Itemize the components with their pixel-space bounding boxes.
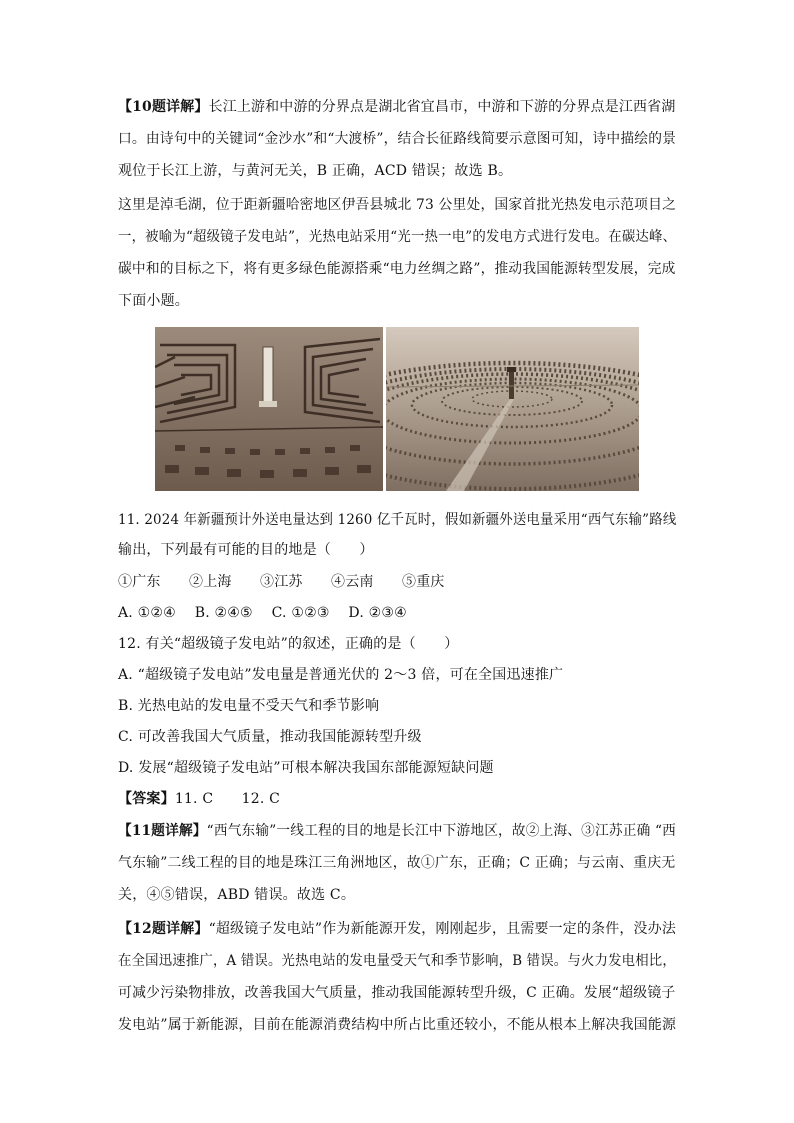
q12-stem: 12. 有关“超级镜子发电站”的叙述，正确的是（ ） — [118, 636, 459, 652]
answer-text: 11. C 12. C — [174, 791, 281, 807]
para12-line4: 发电站”属于新能源，目前在能源消费结构中所占比重还较小，不能从根本上解决我国能源 — [118, 1017, 677, 1033]
para11-line1 — [118, 820, 676, 842]
para12-text1: “超级镜子发电站”作为新能源开发，刚刚起步，且需要一定的条件，没办法 — [208, 921, 676, 937]
para12-label: 【12题详解】 — [118, 921, 209, 937]
para11-text1: “西气东输”一线工程的目的地是长江中下游地区，故②上海、③江苏正确 “西 — [206, 823, 677, 839]
para11-line2: 气东输”二线工程的目的地是珠江三角洲地区，故①广东，正确；C 正确；与云南、重庆无 — [118, 855, 676, 871]
photo-heliostat-field — [386, 327, 639, 491]
intro-line3: 碳中和的目标之下，将有更多绿色能源搭乘“电力丝绸之路”，推动我国能源转型发展，完成 — [118, 261, 676, 277]
para12-line3: 可减少污染物排放，改善我国大气质量，推动我国能源转型升级，C 正确。发展“超级镜子 — [118, 985, 676, 1001]
para11-label: 【11题详解】 — [118, 823, 207, 839]
para10-line3: 观位于长江上游，与黄河无关，B 正确，ACD 错误；故选 B。 — [118, 163, 513, 179]
solar-station-photos — [155, 327, 639, 491]
q12-option-a: A. “超级镜子发电站”发电量是普通光伏的 2～3 倍，可在全国迅速推广 — [118, 667, 564, 683]
answer-label: 【答案】 — [118, 791, 175, 807]
para11-line3: 关，④⑤错误，ABD 错误。故选 C。 — [118, 887, 356, 903]
q11-stem-line2: 输出，下列最有可能的目的地是（ ） — [118, 542, 374, 558]
q11-stem-line1: 11. 2024 年新疆预计外送电量达到 1260 亿千瓦时，假如新疆外送电量采用“西气东输”路线 — [118, 512, 677, 528]
q12-option-b: B. 光热电站的发电量不受天气和季节影响 — [118, 698, 380, 714]
para10-text1: 长江上游和中游的分界点是湖北省宜昌市，中游和下游的分界点是江西省湖 — [208, 99, 676, 115]
para10-line1 — [118, 96, 675, 118]
intro-line1: 这里是淖毛湖，位于距新疆哈密地区伊吾县城北 73 公里处，国家首批光热发电示范项目之 — [118, 197, 677, 213]
para10-line2: 口。由诗句中的关键词“金沙水”和“大渡桥”，结合长征路线简要示意图可知，诗中描绘的景 — [118, 131, 677, 147]
q12-option-d: D. 发展“超级镜子发电站”可根本解决我国东部能源短缺问题 — [118, 760, 494, 776]
photo-heliostat-closeup — [155, 327, 383, 491]
q11-options: A. ①②④ B. ②④⑤ C. ①②③ D. ②③④ — [118, 605, 407, 621]
q11-items: ①广东 ②上海 ③江苏 ④云南 ⑤重庆 — [118, 574, 445, 590]
para12-line1 — [118, 918, 676, 940]
answer-line — [118, 788, 280, 810]
q12-option-c: C. 可改善我国大气质量，推动我国能源转型升级 — [118, 729, 422, 745]
intro-line2: 一，被喻为“超级镜子发电站”，光热电站采用“光一热一电”的发电方式进行发电。在碳达峰、 — [118, 229, 677, 245]
intro-line4: 下面小题。 — [118, 293, 189, 309]
para12-line2: 在全国迅速推广，A 错误。光热电站的发电量受天气和季节影响，B 错误。与火力发电相比， — [118, 953, 676, 969]
para10-label: 【10题详解】 — [118, 99, 209, 115]
